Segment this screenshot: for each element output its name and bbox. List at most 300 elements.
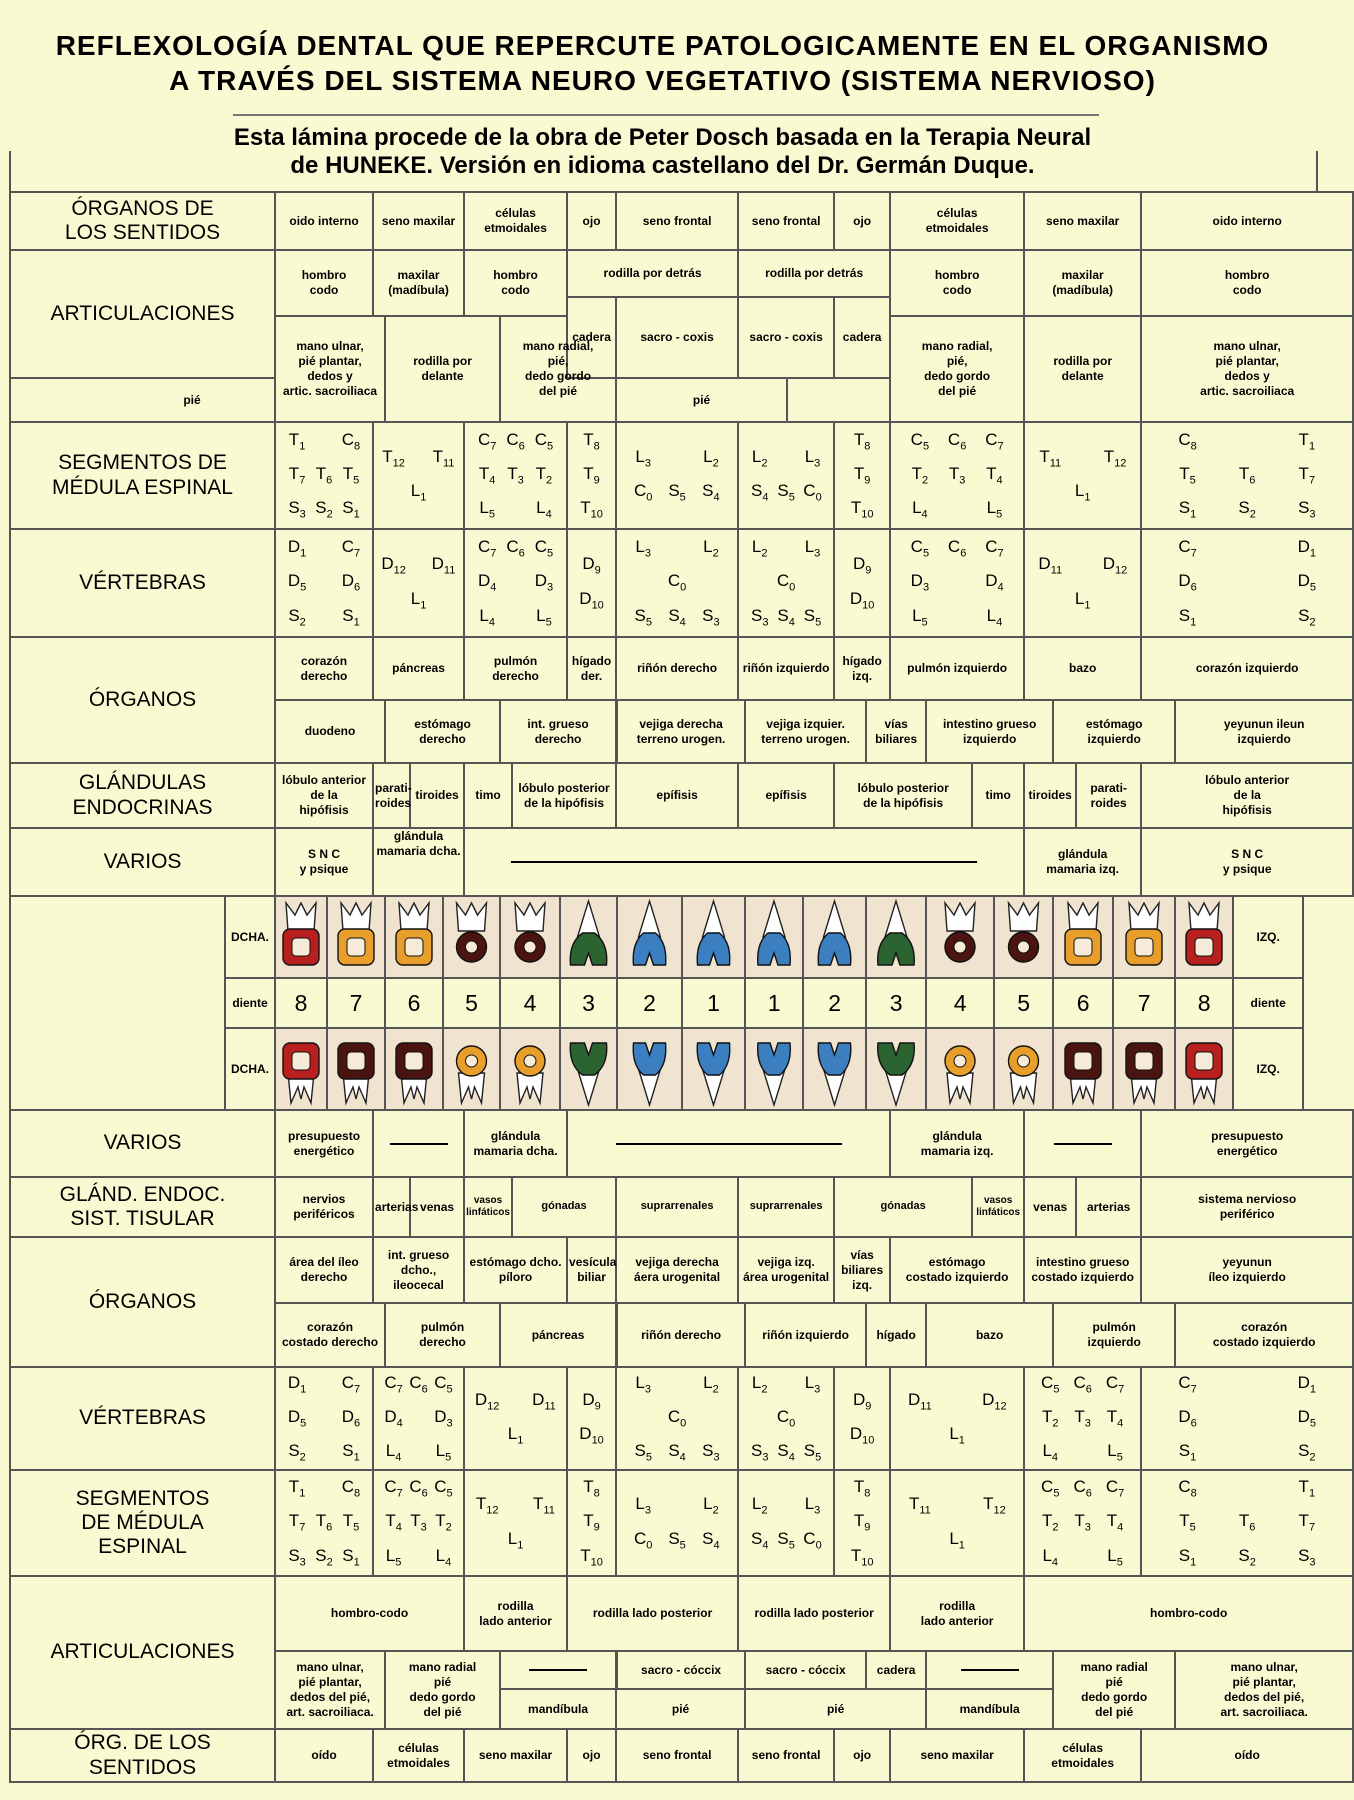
segment-cell (567, 1470, 616, 1576)
segment-label: $T_1$ (288, 1477, 306, 1500)
tooth-upper-left-2[interactable] (803, 896, 866, 978)
segment-label: $D_{11}$ (908, 1389, 932, 1413)
segment-label: $C_8$ (341, 429, 361, 453)
tooth-lower-right-7[interactable] (327, 1028, 385, 1110)
segment-label: $T_8$ (583, 429, 600, 453)
title-line-2: A TRAVÉS DEL SISTEMA NEURO VEGETATIVO (SISTEMA NERVIOSO) (169, 65, 1156, 96)
segment-label: $T_9$ (853, 463, 871, 487)
cell-glandula-mamaria-izq: glándula mamaria izq. (1024, 828, 1141, 896)
segment-label: $S_5$ (668, 481, 686, 504)
segment-label (874, 1423, 884, 1448)
cell-intestino-grueso-costado-izquierdo: intestino grueso costado izquierdo (1024, 1237, 1141, 1303)
segment-label: $L_3$ (804, 1372, 821, 1396)
cell-yeyunun-ileo-izquierdo: yeyunun íleo izquierdo (1141, 1237, 1353, 1303)
segment-label: $L_1$ (410, 481, 427, 504)
empty-cell (373, 1110, 464, 1177)
segment-label (660, 1493, 694, 1518)
segment-label: $D_4$ (477, 571, 497, 594)
side-label-right-hand: diente (225, 978, 275, 1028)
tooth-icon (1055, 897, 1111, 977)
tooth-number: 3 (560, 978, 617, 1028)
segment-label (694, 570, 728, 595)
segment-label: $L_1$ (949, 1424, 965, 1447)
cell-presupuesto-energetico: presupuesto energético (1141, 1110, 1353, 1177)
segment-label: $C_5$ (434, 1477, 453, 1500)
segment-label: $D_{10}$ (579, 588, 604, 611)
segment-label: $C_6$ (947, 537, 967, 560)
table-row (10, 763, 1353, 828)
segment-label: $L_3$ (635, 446, 652, 470)
segment-cell (567, 529, 616, 637)
segment-cell (373, 529, 464, 637)
segment-cell (616, 1470, 738, 1576)
segment-label (603, 463, 611, 488)
segment-label: $C_7$ (1178, 537, 1197, 560)
tooth-upper-left-7[interactable] (1113, 896, 1175, 978)
segment-label (660, 446, 694, 471)
segment-cell (464, 422, 567, 529)
segment-grid (572, 1389, 611, 1448)
segment-label: $L_2$ (703, 537, 719, 560)
segment-label: $T_4$ (986, 463, 1003, 487)
cell-estomago-costado-izquierdo: estómago costado izquierdo (890, 1237, 1024, 1303)
cell-vasos-linfaticos: vasos linfáticos (972, 1177, 1024, 1237)
cell-rodilla-por-detras: rodilla por detrás (567, 250, 738, 297)
segment-label: $L_5$ (479, 498, 495, 521)
tooth-lower-left-5[interactable] (994, 1028, 1053, 1110)
segment-label: $L_3$ (804, 446, 821, 470)
segment-label: $D_3$ (910, 571, 930, 594)
segment-cell (373, 1367, 464, 1470)
cell-bazo: bazo (926, 1303, 1053, 1367)
tooth-upper-right-3[interactable] (560, 896, 617, 978)
segment-cell (275, 529, 373, 637)
segment-label: $T_3$ (1074, 1406, 1091, 1430)
cell-vejiga-izquier-terreno-urogen: vejiga izquier. terreno urogen. (745, 700, 866, 763)
tooth-upper-left-8[interactable] (1175, 896, 1233, 978)
segment-label: $L_1$ (1074, 481, 1091, 504)
cell-seno-frontal: seno frontal (616, 1729, 738, 1782)
segment-label (406, 553, 431, 578)
tooth-number: 7 (327, 978, 385, 1028)
tooth-lower-right-1[interactable] (682, 1028, 745, 1110)
segment-label: $L_4$ (912, 498, 928, 521)
segment-label (1217, 605, 1277, 630)
segment-label: $T_9$ (583, 1511, 600, 1534)
segment-label (1099, 480, 1131, 505)
tooth-icon (996, 897, 1051, 977)
segment-label (604, 1389, 611, 1414)
segment-label: $S_3$ (750, 1441, 769, 1464)
segment-label (840, 553, 850, 578)
segment-label (773, 1372, 799, 1397)
cell-rinon-izquierdo: riñón izquierdo (738, 637, 834, 700)
tooth-upper-right-2[interactable] (617, 896, 682, 978)
tooth-upper-right-4[interactable] (500, 896, 560, 978)
segment-label: $T_7$ (288, 463, 306, 487)
tooth-lower-left-4[interactable] (926, 1028, 994, 1110)
tooth-lower-right-2[interactable] (617, 1028, 682, 1110)
segment-label: $C_6$ (506, 429, 525, 453)
segment-label: $S_3$ (702, 1441, 720, 1464)
segment-label (572, 1389, 579, 1414)
cell-seno-maxilar: seno maxilar (373, 192, 464, 250)
tooth-upper-right-7[interactable] (327, 896, 385, 978)
side-label-right-hand: DCHA. (225, 1028, 275, 1110)
segment-label (530, 1528, 558, 1553)
segment-label: $C_0$ (634, 1528, 653, 1551)
tooth-upper-left-1[interactable] (745, 896, 803, 978)
cell-corazon-costado-derecho: corazón costado derecho (275, 1303, 385, 1367)
segment-label (1217, 1372, 1277, 1397)
segment-label: $C_8$ (1178, 1477, 1197, 1500)
segment-label: $T_8$ (853, 1477, 871, 1500)
segment-label: $D_6$ (1178, 571, 1197, 594)
tooth-upper-left-5[interactable] (994, 896, 1053, 978)
segment-grid (1158, 536, 1337, 629)
row-header-vertebras: VÉRTEBRAS (10, 1367, 275, 1470)
segment-label: $S_5$ (634, 1441, 652, 1464)
cell-mano-ulnar-pie-plantar-dedos-y-artic-sac: mano ulnar, pié plantar, dedos y artic. sacroiliaca (275, 316, 385, 422)
segment-cell (890, 422, 1024, 529)
segment-grid (840, 1389, 885, 1448)
segment-label (311, 1406, 338, 1431)
tooth-upper-left-3[interactable] (866, 896, 926, 978)
segment-label: $T_9$ (853, 1511, 871, 1534)
segment-cell (567, 422, 616, 529)
cell-s-n-c-y-psique: S N C y psique (275, 828, 373, 896)
side-label-right-hand: DCHA. (225, 896, 275, 978)
tooth-number: 8 (1175, 978, 1233, 1028)
segment-grid (381, 446, 456, 505)
segment-label: $D_1$ (287, 537, 307, 560)
segment-label: $S_3$ (288, 1545, 306, 1568)
segment-label: $T_4$ (478, 463, 496, 487)
subtitle-line-2: de HUNEKE. Versión en idioma castellano del Dr. Germán Duque. (290, 152, 1035, 179)
segment-grid (284, 429, 365, 522)
segment-label: $T_7$ (1298, 1511, 1316, 1534)
cell-mano-radial-pie-dedo-gordo-del-pie: mano radial, pié, dedo gordo del pié (500, 316, 616, 422)
cell-rodilla-lado-posterior: rodilla lado posterior (738, 1576, 890, 1651)
segment-label: $L_1$ (507, 1424, 524, 1447)
segment-label: $S_2$ (315, 1545, 333, 1568)
cell-pie: pié (10, 378, 373, 422)
cell-gonadas: gónadas (834, 1177, 972, 1237)
segment-label (501, 497, 529, 522)
cell-epifisis: epífisis (738, 763, 834, 828)
segment-label: $S_1$ (342, 498, 360, 521)
cell-suprarrenales: suprarrenales (616, 1177, 738, 1237)
segment-label: $D_{12}$ (1102, 554, 1128, 577)
tooth-upper-right-8[interactable] (275, 896, 327, 978)
segment-label (840, 429, 851, 454)
segment-grid (747, 536, 826, 629)
cell-pie: pié (616, 1689, 745, 1729)
row-header-glandulas-endocrinas: GLÁNDULAS ENDOCRINAS (10, 763, 275, 828)
segment-label (939, 570, 976, 595)
table-row (10, 1237, 1353, 1303)
segment-label: $T_2$ (535, 463, 553, 487)
segment-label: $C_5$ (910, 537, 930, 560)
segment-label: $C_6$ (506, 537, 525, 560)
segment-label (572, 1510, 580, 1535)
cell-celulas-etmoidales: células etmoidales (1024, 1729, 1141, 1782)
tooth-icon (684, 1029, 743, 1109)
segment-cell (834, 1470, 890, 1576)
segment-label: $S_5$ (803, 605, 822, 628)
segment-label: $C_6$ (409, 1477, 428, 1500)
segment-grid (1158, 429, 1337, 522)
tooth-lower-left-1[interactable] (745, 1028, 803, 1110)
segment-label: $S_3$ (702, 605, 720, 628)
segment-label: $D_{10}$ (579, 1424, 604, 1447)
segment-label (604, 588, 611, 613)
segment-label: $T_{12}$ (475, 1494, 499, 1517)
tooth-lower-left-7[interactable] (1113, 1028, 1175, 1110)
segment-label: $L_5$ (435, 1441, 452, 1464)
segment-label (1217, 1406, 1277, 1431)
segment-grid (840, 429, 885, 522)
tooth-icon (1115, 1029, 1173, 1109)
cell-lobulo-anterior-de-la-hipofisis: lóbulo anterior de la hipófisis (275, 763, 373, 828)
segment-cell (1024, 1367, 1141, 1470)
cell-bazo: bazo (1024, 637, 1141, 700)
side-label-left-hand: IZQ. (1233, 1028, 1303, 1110)
segment-label: $C_5$ (910, 429, 930, 453)
segment-label: $L_3$ (804, 1494, 821, 1517)
tooth-icon (502, 897, 558, 977)
title-divider (233, 114, 1099, 116)
cell-mano-ulnar-pie-plantar-dedos-y-artic-sac: mano ulnar, pié plantar, dedos y artic. sacroiliaca (1141, 316, 1353, 422)
segment-grid (284, 1476, 365, 1569)
tooth-lower-left-2[interactable] (803, 1028, 866, 1110)
segment-label (572, 553, 579, 578)
segment-label: $C_0$ (634, 481, 653, 504)
tooth-row-header (10, 896, 225, 1110)
segment-cell (738, 1367, 834, 1470)
segment-label: $D_1$ (1297, 537, 1316, 560)
segment-label: $S_3$ (288, 498, 306, 521)
segment-label: $D_9$ (582, 1389, 601, 1413)
segment-label: $L_4$ (1042, 1545, 1059, 1568)
segment-label: $S_4$ (750, 481, 769, 504)
tooth-icon (928, 897, 992, 977)
segment-grid (747, 1493, 826, 1552)
tooth-upper-left-6[interactable] (1053, 896, 1113, 978)
segment-label: $S_4$ (702, 481, 720, 504)
segment-label (431, 480, 456, 505)
segment-label (799, 1406, 825, 1431)
row-header-varios: VARIOS (10, 828, 275, 896)
segment-label: $L_3$ (804, 537, 821, 560)
segment-label: $T_7$ (1298, 463, 1316, 487)
segment-label (1034, 588, 1066, 613)
tooth-upper-right-5[interactable] (443, 896, 500, 978)
segment-grid (840, 553, 885, 612)
tooth-lower-right-5[interactable] (443, 1028, 500, 1110)
segment-label: $L_1$ (1074, 588, 1091, 611)
tooth-lower-right-4[interactable] (500, 1028, 560, 1110)
cell-parati-roides: parati- roides (1076, 763, 1141, 828)
cell-hombro-codo: hombro codo (890, 250, 1024, 316)
segment-label: $S_1$ (1178, 1441, 1197, 1464)
segment-label: $T_4$ (385, 1511, 402, 1534)
segment-label (873, 497, 884, 522)
segment-label: $L_1$ (410, 588, 427, 611)
segment-label (311, 605, 338, 630)
cell-yeyunun-ileun-izquierdo: yeyunun ileun izquierdo (1175, 700, 1353, 763)
cell-cadera: cadera (567, 297, 616, 378)
tooth-icon (684, 897, 743, 977)
segment-label: $C_7$ (384, 1372, 403, 1396)
cell-venas: venas (410, 1177, 464, 1237)
table-row (10, 1470, 1353, 1576)
cell-oido-interno: oido interno (275, 192, 373, 250)
segment-label: $L_5$ (385, 1545, 402, 1568)
segment-label: $T_5$ (1179, 1511, 1196, 1534)
segment-label: $S_1$ (1178, 605, 1197, 628)
segment-label (603, 429, 611, 454)
cell-pulmon-izquierdo: pulmón izquierdo (1053, 1303, 1175, 1367)
tooth-icon (329, 897, 383, 977)
tooth-lower-right-6[interactable] (385, 1028, 443, 1110)
segment-label: $L_4$ (986, 605, 1003, 628)
cell-hombro-codo: hombro-codo (1024, 1576, 1353, 1651)
cell-timo: timo (972, 763, 1024, 828)
cell-pie: pié (745, 1689, 926, 1729)
segment-label: $C_0$ (776, 1406, 796, 1430)
segment-label: $D_6$ (341, 571, 361, 594)
segment-label (901, 1423, 938, 1448)
tooth-lower-left-6[interactable] (1053, 1028, 1113, 1110)
tooth-icon (868, 1029, 924, 1109)
segment-label: $S_4$ (668, 1441, 686, 1464)
tooth-icon (562, 1029, 615, 1109)
tooth-lower-left-8[interactable] (1175, 1028, 1233, 1110)
segment-label: $C_6$ (409, 1372, 428, 1396)
tooth-upper-left-4[interactable] (926, 896, 994, 978)
segment-label (406, 446, 431, 471)
tooth-number: 6 (385, 978, 443, 1028)
cell-vias-biliares: vías biliares (866, 700, 926, 763)
segment-label: $D_9$ (852, 554, 872, 577)
segment-label (694, 1406, 728, 1431)
table-row (10, 896, 1353, 978)
segment-label: $D_3$ (534, 571, 554, 594)
segment-label (626, 1406, 660, 1431)
segment-label (572, 429, 580, 454)
segment-cell (275, 1367, 373, 1470)
row-header-varios: VARIOS (10, 1110, 275, 1177)
empty-cell (464, 828, 1024, 896)
segment-label (311, 429, 338, 454)
cell-rinon-derecho: riñón derecho (616, 637, 738, 700)
segment-label: $D_{11}$ (431, 554, 456, 577)
tooth-number: 4 (500, 978, 560, 1028)
segment-label (976, 1528, 1013, 1553)
segment-label: $T_{10}$ (850, 1545, 874, 1568)
cell-estomago-izquierdo: estómago izquierdo (1053, 700, 1175, 763)
segment-label: $T_7$ (288, 1511, 306, 1534)
cell-hombro-codo: hombro codo (275, 250, 373, 316)
table-row (10, 637, 1353, 700)
segment-label: $C_0$ (776, 571, 796, 594)
tooth-lower-right-8[interactable] (275, 1028, 327, 1110)
cell-corazon-derecho: corazón derecho (275, 637, 373, 700)
segment-label (1066, 1545, 1098, 1570)
cell-seno-frontal: seno frontal (616, 192, 738, 250)
tooth-icon (445, 1029, 498, 1109)
segment-label: $C_5$ (1041, 1477, 1060, 1500)
cell-rinon-derecho: riñón derecho (617, 1303, 745, 1367)
segment-label (939, 1389, 976, 1414)
tooth-lower-right-3[interactable] (560, 1028, 617, 1110)
segment-label: $T_{10}$ (580, 1545, 603, 1568)
tooth-icon (747, 897, 801, 977)
tooth-lower-left-3[interactable] (866, 1028, 926, 1110)
segment-label (660, 536, 694, 561)
segment-label: $L_5$ (986, 498, 1003, 521)
segment-label: $C_0$ (803, 481, 822, 504)
dash-line (1054, 1143, 1112, 1145)
segment-label: $L_2$ (751, 537, 768, 560)
row-header-segmentos-de-medula-espinal: SEGMENTOS DE MÉDULA ESPINAL (10, 1470, 275, 1576)
segment-label (873, 463, 884, 488)
segment-label: $S_4$ (668, 605, 686, 628)
segment-label: $S_2$ (1298, 605, 1316, 628)
tooth-icon (387, 1029, 441, 1109)
segment-grid (901, 536, 1013, 629)
tooth-icon (747, 1029, 801, 1109)
segment-cell (1024, 529, 1141, 637)
segment-label: $D_4$ (985, 571, 1004, 594)
segment-label: $C_0$ (667, 1406, 687, 1430)
empty-cell (1024, 1110, 1141, 1177)
segment-label: $D_5$ (1297, 571, 1316, 594)
tooth-icon (1115, 897, 1173, 977)
segment-label: $S_1$ (1178, 498, 1197, 521)
segment-label (603, 1545, 611, 1570)
segment-label (939, 497, 976, 522)
segment-label: $T_{11}$ (533, 1494, 555, 1517)
segment-label (473, 1423, 501, 1448)
cell-vasos-linfaticos: vasos linfáticos (464, 1177, 512, 1237)
segment-label: $S_1$ (342, 605, 360, 628)
segment-label (773, 446, 799, 471)
cell-pie: pié (616, 378, 787, 422)
side-label-left-hand: diente (1233, 978, 1303, 1028)
segment-label: $L_4$ (536, 498, 552, 521)
tooth-upper-right-1[interactable] (682, 896, 745, 978)
segment-label: $C_0$ (803, 1528, 822, 1551)
tooth-upper-right-6[interactable] (385, 896, 443, 978)
segment-label: $L_2$ (751, 1372, 768, 1396)
segment-label: $S_2$ (288, 1441, 306, 1464)
segment-grid (901, 1389, 1013, 1448)
segment-label (873, 1545, 884, 1570)
cell-pulmon-derecho: pulmón derecho (385, 1303, 500, 1367)
cell-venas: venas (1024, 1177, 1076, 1237)
segment-label (1066, 446, 1098, 471)
tooth-icon (277, 897, 325, 977)
cell-sacro-coxis: sacro - coxis (738, 297, 834, 378)
segment-cell (616, 1367, 738, 1470)
chart-frame (9, 151, 1318, 191)
tooth-icon (562, 897, 615, 977)
segment-cell (738, 1470, 834, 1576)
cell-glandula-mamaria-izq: glándula mamaria izq. (890, 1110, 1024, 1177)
segment-label: $C_5$ (1041, 1372, 1060, 1396)
